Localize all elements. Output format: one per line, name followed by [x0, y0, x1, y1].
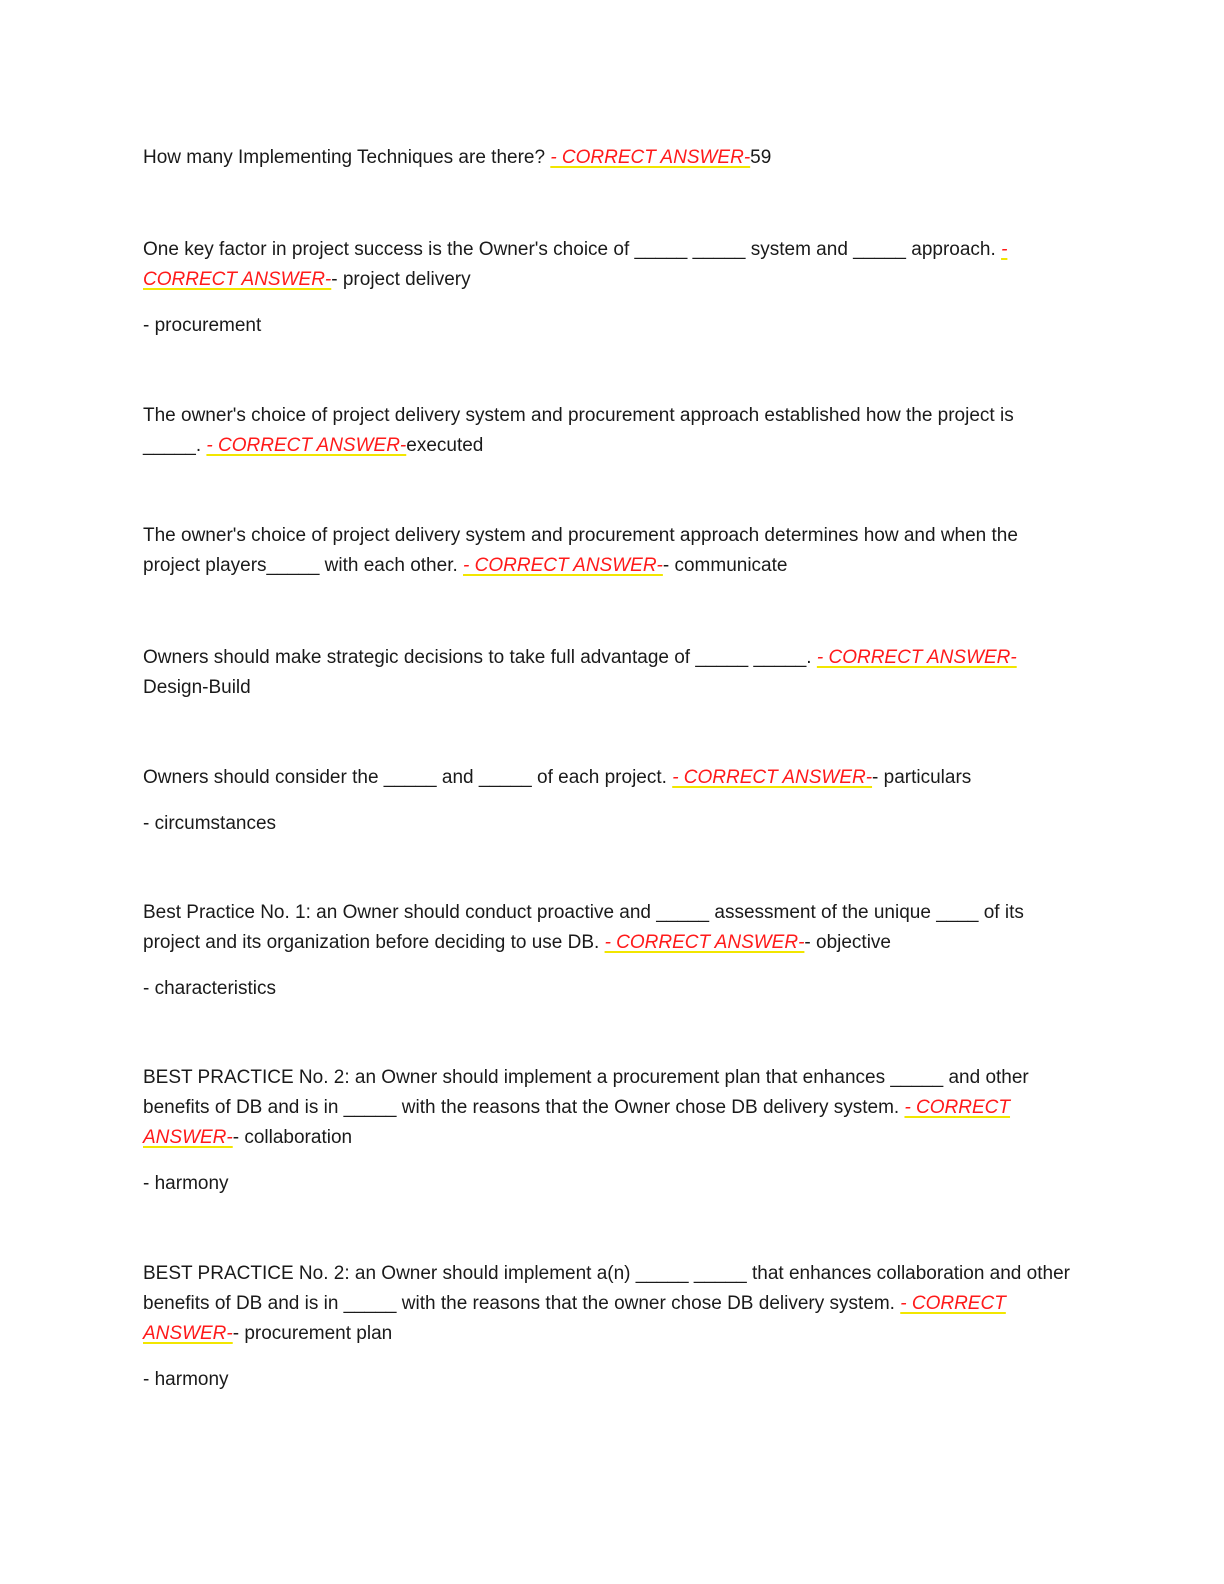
question-text: One key factor in project success is the Owner's choice of _____ _____ system and _____ approach.: [143, 239, 1002, 260]
question-text: The owner's choice of project delivery system and procurement approach determines how and when the project players_____ with each other.: [143, 525, 1018, 576]
answer-continuation: - procurement: [143, 315, 262, 336]
correct-answer-marker: - CORRECT ANSWER-: [206, 435, 407, 456]
qa-item-1: [143, 143, 1073, 173]
qa-item-6: [143, 763, 1073, 839]
qa-item-7: [143, 898, 1073, 1004]
question-text: How many Implementing Techniques are there?: [143, 147, 551, 168]
question-text: BEST PRACTICE No. 2: an Owner should implement a(n) _____ _____ that enhances collaboration and other benefits of DB and is in _____ with the reasons that the owner chose DB delivery system.: [143, 1263, 1070, 1314]
qa-question-line: [143, 1259, 1073, 1349]
answer-text: - procurement plan: [232, 1323, 393, 1344]
question-text: BEST PRACTICE No. 2: an Owner should implement a procurement plan that enhances _____ and other benefits of DB and is in _____ with the reasons that the Owner chose DB delivery system.: [143, 1067, 1029, 1118]
qa-question-line: [143, 521, 1073, 581]
qa-item-5: [143, 643, 1073, 703]
qa-question-line: [143, 763, 1073, 793]
qa-item-2: [143, 235, 1073, 341]
answer-continuation: - harmony: [143, 1173, 229, 1194]
correct-answer-marker: - CORRECT ANSWER-: [143, 1293, 1006, 1344]
qa-item-4: [143, 521, 1073, 581]
question-text: Owners should consider the _____ and _____ of each project.: [143, 767, 673, 788]
qa-item-9: [143, 1259, 1073, 1395]
correct-answer-marker: - CORRECT ANSWER-: [143, 1097, 1011, 1148]
correct-answer-marker: - CORRECT ANSWER-: [816, 647, 1017, 668]
qa-item-3: [143, 401, 1073, 461]
answer-continuation: - harmony: [143, 1369, 229, 1390]
answer-continuation: - circumstances: [143, 813, 277, 834]
correct-answer-marker: - CORRECT ANSWER-: [604, 932, 805, 953]
answer-text: Design-Build: [143, 677, 251, 698]
answer-text: 59: [750, 147, 772, 168]
correct-answer-marker: - CORRECT ANSWER-: [463, 555, 663, 576]
qa-question-line: [143, 235, 1073, 295]
answer-text: - collaboration: [232, 1127, 353, 1148]
answer-text: executed: [406, 435, 484, 456]
correct-answer-marker: - CORRECT ANSWER-: [550, 147, 751, 168]
correct-answer-marker: - CORRECT ANSWER-: [143, 239, 1008, 290]
question-text: Best Practice No. 1: an Owner should conduct proactive and _____ assessment of the unique ____ of its project and its organization before deciding to use DB.: [143, 902, 1024, 953]
answer-text: - particulars: [872, 767, 972, 788]
qa-question-line: [143, 1063, 1073, 1153]
qa-question-line: [143, 898, 1073, 958]
answer-text: - objective: [804, 932, 892, 953]
question-text: The owner's choice of project delivery system and procurement approach established how the project is _____.: [143, 405, 1014, 456]
qa-item-8: [143, 1063, 1073, 1199]
correct-answer-marker: - CORRECT ANSWER-: [672, 767, 873, 788]
qa-question-line: [143, 143, 1073, 173]
answer-continuation: - characteristics: [143, 978, 277, 999]
qa-question-line: [143, 643, 1073, 703]
answer-text: - project delivery: [331, 269, 471, 290]
answer-text: - communicate: [662, 555, 788, 576]
question-text: Owners should make strategic decisions to take full advantage of _____ _____.: [143, 647, 817, 668]
qa-question-line: [143, 401, 1073, 461]
